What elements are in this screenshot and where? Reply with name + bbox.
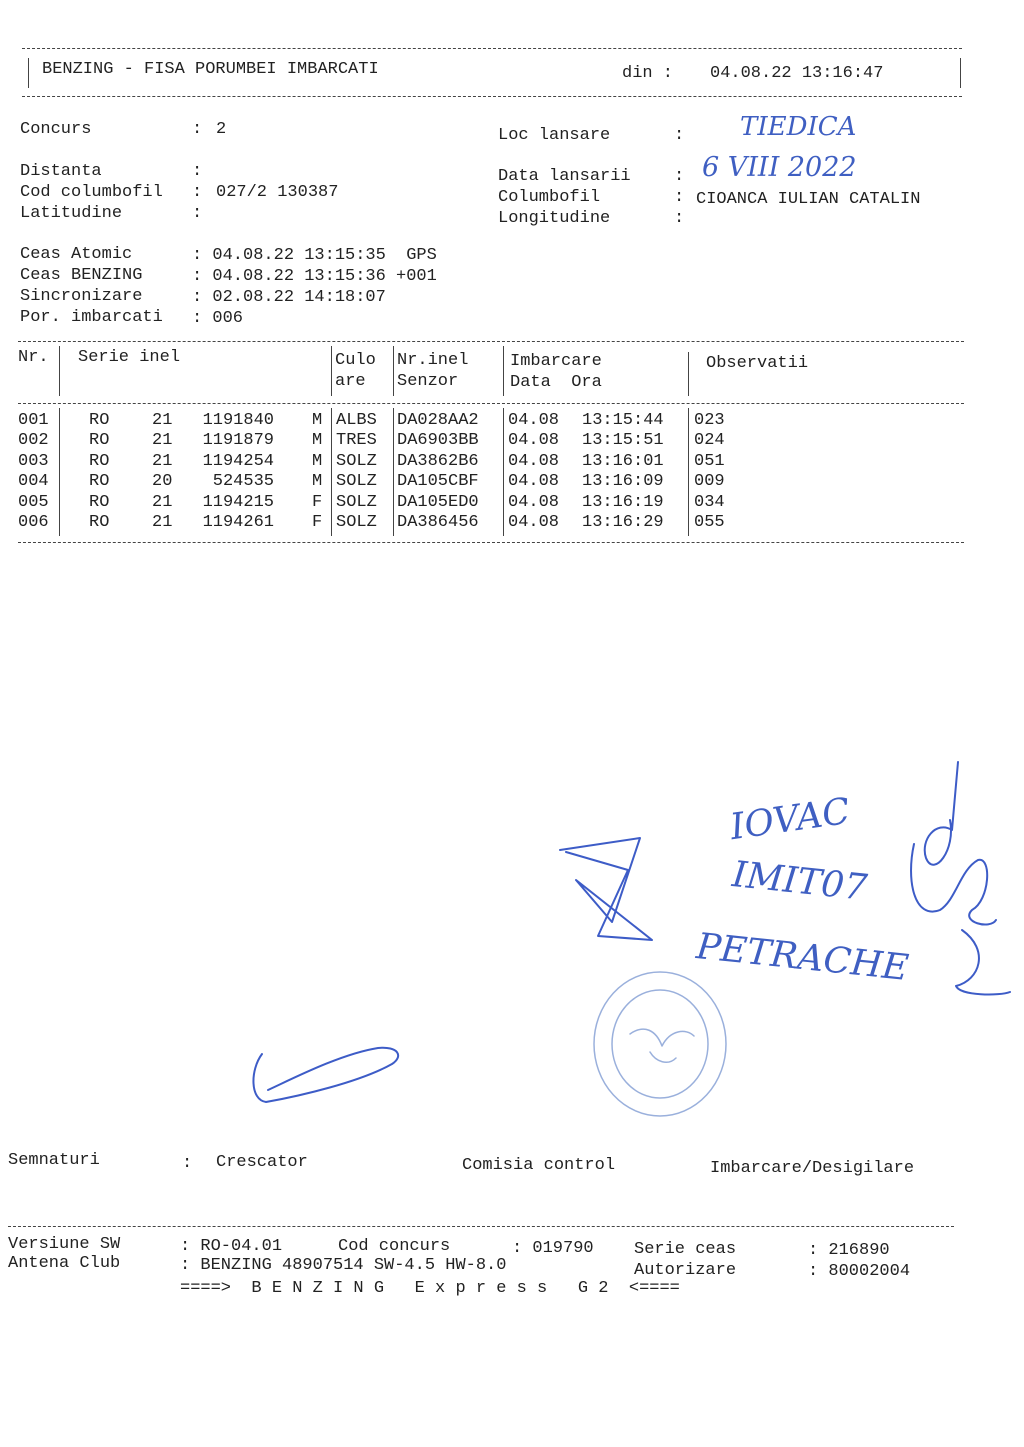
cell-ora: 13:16:09 bbox=[582, 472, 664, 492]
distanta-sep: : bbox=[192, 162, 203, 181]
cell-culoare: ALBS bbox=[336, 411, 377, 430]
signature-crescator bbox=[253, 1048, 398, 1102]
cell-nr: 001 bbox=[18, 411, 49, 430]
cell-nr: 002 bbox=[18, 431, 49, 451]
header-imbarcare-2: Data Ora bbox=[510, 373, 602, 392]
cell-tara: RO bbox=[89, 472, 110, 492]
cell-inel: 1194254 bbox=[202, 451, 274, 471]
cell-an: 21 bbox=[152, 451, 173, 471]
cell-inel: 1191840 bbox=[202, 411, 274, 430]
autorizare-value: : 80002004 bbox=[808, 1262, 911, 1281]
signature-right-scribble bbox=[911, 762, 1010, 994]
cell-nr: 006 bbox=[18, 513, 49, 532]
loc-lansare-sep: : bbox=[674, 126, 685, 145]
cell-sex: F bbox=[312, 492, 323, 512]
cell-culoare: TRES bbox=[336, 431, 377, 451]
cell-data: 04.08 bbox=[508, 492, 560, 512]
cod-columbofil-sep: : bbox=[192, 183, 203, 202]
antena-label: Antena Club bbox=[8, 1254, 121, 1273]
data-lansarii-handwritten: 6 VIII 2022 bbox=[702, 152, 857, 183]
cell-senzor: DA105CBF bbox=[397, 472, 479, 492]
data-lansarii-sep: : bbox=[674, 167, 685, 186]
cell-culoare: SOLZ bbox=[336, 513, 377, 532]
cell-ora: 13:16:01 bbox=[582, 451, 664, 471]
header-culoare-2: are bbox=[335, 372, 366, 391]
cell-obs: 023 bbox=[694, 411, 725, 430]
por-imbarcati-label: Por. imbarcati bbox=[20, 308, 163, 327]
cell-senzor: DA3862B6 bbox=[397, 451, 479, 471]
cod-concurs-label: Cod concurs bbox=[338, 1237, 451, 1256]
loc-lansare-handwritten: TIEDICA bbox=[740, 112, 857, 142]
concurs-label: Concurs bbox=[20, 120, 92, 139]
club-stamp-inner bbox=[612, 990, 708, 1098]
signature-commission-star bbox=[560, 838, 652, 940]
cell-ora: 13:16:29 bbox=[582, 513, 664, 532]
cell-tara: RO bbox=[89, 492, 110, 512]
autorizare-label: Autorizare bbox=[634, 1261, 737, 1280]
handwritten-name-1: IOVAC bbox=[727, 790, 853, 849]
cod-columbofil-label: Cod columbofil bbox=[20, 183, 163, 202]
cell-an: 21 bbox=[152, 411, 173, 430]
cell-an: 21 bbox=[152, 513, 173, 532]
cod-columbofil-value: 027/2 130387 bbox=[216, 183, 339, 202]
header-nr: Nr. bbox=[18, 348, 49, 367]
cell-nr: 003 bbox=[18, 451, 49, 471]
sincronizare-label: Sincronizare bbox=[20, 287, 143, 306]
versiune-label: Versiune SW bbox=[8, 1235, 121, 1254]
header-imbarcare-1: Imbarcare bbox=[510, 352, 602, 371]
document-title: BENZING - FISA PORUMBEI IMBARCATI bbox=[42, 60, 379, 79]
cell-inel: 1191879 bbox=[202, 431, 274, 451]
cell-culoare: SOLZ bbox=[336, 492, 377, 512]
cell-ora: 13:16:19 bbox=[582, 492, 664, 512]
cell-sex: F bbox=[312, 513, 323, 532]
cell-data: 04.08 bbox=[508, 451, 560, 471]
cell-ora: 13:15:51 bbox=[582, 431, 664, 451]
cod-concurs-value: : 019790 bbox=[512, 1239, 594, 1258]
cell-sex: M bbox=[312, 431, 323, 451]
cell-obs: 024 bbox=[694, 431, 725, 451]
longitudine-label: Longitudine bbox=[498, 209, 611, 228]
por-imbarcati-value: : 006 bbox=[192, 309, 244, 328]
cell-data: 04.08 bbox=[508, 411, 560, 430]
cell-sex: M bbox=[312, 472, 323, 492]
columbofil-sep: : bbox=[674, 188, 685, 207]
signature-imbarcare-label: Imbarcare/Desigilare bbox=[710, 1159, 915, 1178]
semnaturi-label: Semnaturi bbox=[8, 1151, 100, 1170]
cell-inel: 1194261 bbox=[202, 513, 274, 532]
din-label: din : bbox=[622, 64, 674, 83]
cell-inel: 1194215 bbox=[202, 492, 274, 512]
cell-inel: 524535 bbox=[212, 472, 274, 492]
antena-value: : BENZING 48907514 SW-4.5 HW-8.0 bbox=[180, 1256, 507, 1275]
cell-tara: RO bbox=[89, 513, 110, 532]
cell-ora: 13:15:44 bbox=[582, 411, 664, 430]
cell-obs: 055 bbox=[694, 513, 725, 532]
header-culoare-1: Culo bbox=[335, 351, 376, 370]
handwritten-name-3: PETRACHE bbox=[694, 925, 911, 990]
cell-tara: RO bbox=[89, 451, 110, 471]
ceas-benzing-label: Ceas BENZING bbox=[20, 266, 143, 285]
cell-an: 21 bbox=[152, 492, 173, 512]
footer-rule bbox=[8, 1226, 954, 1227]
cell-culoare: SOLZ bbox=[336, 451, 377, 471]
cell-nr: 004 bbox=[18, 472, 49, 492]
data-lansarii-label: Data lansarii bbox=[498, 167, 631, 186]
versiune-value: : RO-04.01 bbox=[180, 1237, 283, 1256]
signature-crescator-label: Crescator bbox=[216, 1153, 308, 1172]
ceas-atomic-label: Ceas Atomic bbox=[20, 245, 133, 264]
cell-senzor: DA105ED0 bbox=[397, 492, 479, 512]
serie-ceas-value: : 216890 bbox=[808, 1241, 890, 1260]
ceas-atomic-value: : 04.08.22 13:15:35 GPS bbox=[192, 246, 437, 265]
loc-lansare-label: Loc lansare bbox=[498, 126, 611, 145]
cell-an: 21 bbox=[152, 431, 173, 451]
din-value: 04.08.22 13:16:47 bbox=[710, 64, 884, 83]
cell-senzor: DA028AA2 bbox=[397, 411, 479, 430]
cell-data: 04.08 bbox=[508, 431, 560, 451]
cell-data: 04.08 bbox=[508, 513, 560, 532]
concurs-value: 2 bbox=[216, 120, 227, 139]
distanta-label: Distanta bbox=[20, 162, 102, 181]
longitudine-sep: : bbox=[674, 209, 685, 228]
cell-sex: M bbox=[312, 451, 323, 471]
sincronizare-value: : 02.08.22 14:18:07 bbox=[192, 288, 386, 307]
cell-obs: 051 bbox=[694, 451, 725, 471]
latitudine-sep: : bbox=[192, 204, 203, 223]
cell-obs: 009 bbox=[694, 472, 725, 492]
handwritten-name-2: IMIT07 bbox=[730, 854, 869, 909]
columbofil-label: Columbofil bbox=[498, 188, 601, 207]
cell-tara: RO bbox=[89, 411, 110, 430]
serie-ceas-label: Serie ceas bbox=[634, 1240, 737, 1259]
benzing-banner: ====> B E N Z I N G E x p r e s s G 2 <==== bbox=[180, 1279, 680, 1298]
cell-senzor: DA386456 bbox=[397, 513, 479, 532]
latitudine-label: Latitudine bbox=[20, 204, 123, 223]
header-observatii: Observatii bbox=[706, 354, 809, 373]
header-senzor-1: Nr.inel bbox=[397, 351, 469, 370]
cell-an: 20 bbox=[152, 472, 173, 492]
header-serie-inel: Serie inel bbox=[78, 348, 181, 367]
columbofil-value: CIOANCA IULIAN CATALIN bbox=[696, 190, 921, 209]
cell-data: 04.08 bbox=[508, 472, 560, 492]
semnaturi-sep: : bbox=[182, 1154, 193, 1173]
cell-senzor: DA6903BB bbox=[397, 431, 479, 451]
concurs-sep: : bbox=[192, 120, 203, 139]
ceas-benzing-value: : 04.08.22 13:15:36 +001 bbox=[192, 267, 437, 286]
club-stamp-dove bbox=[630, 1029, 694, 1062]
signature-comisia-label: Comisia control bbox=[462, 1156, 616, 1175]
club-stamp-outer bbox=[594, 972, 726, 1116]
header-senzor-2: Senzor bbox=[397, 372, 459, 391]
cell-sex: M bbox=[312, 411, 323, 430]
cell-tara: RO bbox=[89, 431, 110, 451]
cell-nr: 005 bbox=[18, 492, 49, 512]
cell-culoare: SOLZ bbox=[336, 472, 377, 492]
cell-obs: 034 bbox=[694, 492, 725, 512]
